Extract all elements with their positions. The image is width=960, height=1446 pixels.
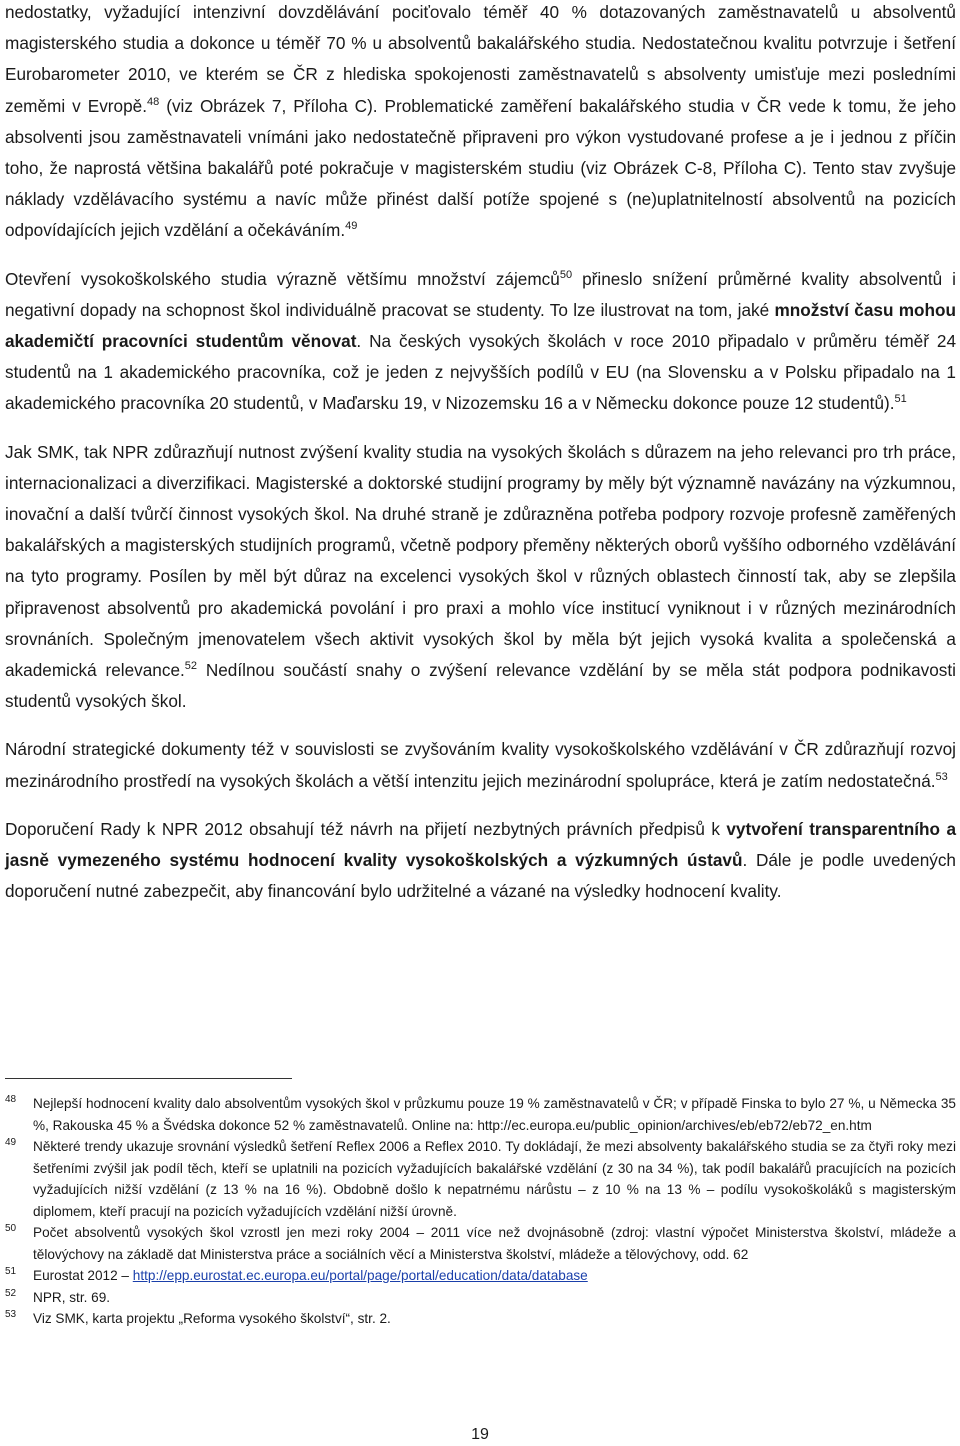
eurostat-link[interactable]: http://epp.eurostat.ec.europa.eu/portal/page/portal/education/data/database — [132, 1268, 588, 1283]
footnote-ref-53[interactable]: 53 — [935, 770, 948, 783]
footnote-50 — [5, 1222, 956, 1265]
paragraph-3 — [5, 437, 956, 718]
footnote-prefix: Eurostat 2012 – — [33, 1268, 133, 1283]
footnote-text: Viz SMK, karta projektu „Reforma vysokého školství“, str. 2. — [33, 1311, 391, 1326]
footnote-number: 48 — [5, 1094, 17, 1105]
bold-emphasis: množství času mohou akademičtí pracovníci studentům věnovat — [5, 299, 957, 352]
footnote-text — [33, 1265, 956, 1287]
footnote-number: 49 — [5, 1137, 17, 1148]
paragraph-text: . Na českých vysokých školách v roce 2010 připadalo v průměru téměř 24 studentů na 1 akademického pracovníka, což je jeden z nejvyšších podílů v EU (na Slovensku a v Polsku připadalo na 1 akademického pracovníka 20 studentů, v Maďarsku 19, v Nizozemsku 16 a v Německu dokonce pouze 12 studentů). — [5, 331, 957, 414]
footnote-ref-51[interactable]: 51 — [894, 393, 907, 406]
paragraph-1 — [5, 0, 956, 247]
paragraph-text: Jak SMK, tak NPR zdůrazňují nutnost zvýšení kvality studia na vysokých školách s důrazem na jeho relevanci pro trh práce, internacionalizaci a diverzifikaci. Magisterské a doktorské studijní programy by měly být významně navázány na výzkumnou, inovační a další tvůrčí činnost vysokých škol. Na druhé straně je zdůrazněna potřeba podpory rozvoje profesně zaměřených bakalářských a magisterských studijních programů, včetně podpory přeměny některých oborů vyššího odborného vzdělávání na tyto programy. Posílen by měl být důraz na excelenci vysokých škol v různých oblastech činností tak, aby se zlepšila připravenost absolventů pro akademická povolání i pro praxi a mohlo více institucí vyniknout i v různých mezinárodních srovnáních. Společným jmenovatelem všech aktivit vysokých škol by měla být jejich vysoká kvalita a společenská a akademická relevance. — [5, 441, 956, 681]
footnote-number: 51 — [5, 1266, 17, 1277]
paragraph-text: nedostatky, vyžadující intenzivní dovzdělávání pociťovalo téměř 40 % dotazovaných zaměstnavatelů u absolventů magisterského studia a dokonce u téměř 70 % u absolventů bakalářského studia. Nedostatečnou kvalitu potvrzuje i šetření Eurobarometer 2010, ve kterém se ČR z hlediska spokojenosti zaměstnavatelů s absolventy umisťuje mezi posledními zeměmi v Evropě. — [5, 2, 956, 116]
footnote-text: NPR, str. 69. — [33, 1289, 111, 1305]
footnote-49 — [5, 1136, 956, 1222]
paragraph-text: Doporučení Rady k NPR 2012 obsahují též návrh na přijetí nezbytných právních předpisů k — [5, 818, 727, 839]
paragraph-2 — [5, 264, 956, 420]
paragraph-4 — [5, 734, 956, 796]
bold-emphasis: vytvoření transparentního a jasně vymezeného systému hodnocení kvality vysokoškolských a výzkumných ústavů — [5, 818, 956, 871]
footnote-text: Nejlepší hodnocení kvality dalo absolventům vysokých škol v průzkumu pouze 19 % zaměstnavatelů v ČR; v případě Finska to bylo 27 %, u Německa 35 %, Rakouska 45 % a Švédska dokonce 52 % zaměstnavatelů. Online na: http://ec.europa.eu/public_opinion/archives/eb/eb72/eb72_en.htm — [33, 1096, 956, 1133]
footnote-number: 50 — [5, 1223, 17, 1234]
footnote-52 — [5, 1287, 956, 1309]
paragraph-text: . Dále je podle uvedených doporučení nutné zabezpečit, aby financování bylo udržitelné a vázané na výsledky hodnocení kvality. — [5, 850, 956, 902]
paragraph-5 — [5, 814, 956, 908]
footnote-ref-49[interactable]: 49 — [345, 220, 358, 233]
paragraph-text: Nedílnou součástí snahy o zvýšení relevance vzdělání by se měla stát podpora podnikavosti studentů vysokých škol. — [5, 660, 956, 712]
paragraph-text: Národní strategické dokumenty též v souvislosti se zvyšováním kvality vysokoškolského vzdělávání v ČR zdůrazňují rozvoj mezinárodního prostředí na vysokých školách a větší intenzitu jejich mezinárodní spolupráce, která je zatím nedostatečná. — [5, 739, 956, 791]
page-number: 19 — [471, 1426, 489, 1443]
footnote-ref-52[interactable]: 52 — [184, 660, 198, 673]
footnote-ref-50[interactable]: 50 — [559, 268, 573, 281]
footnotes — [5, 1093, 956, 1330]
footnote-51 — [5, 1265, 956, 1287]
paragraph-text: (viz Obrázek 7, Příloha C). Problematické zaměření bakalářského studia v ČR vede k tomu, že jeho absolventi jsou zaměstnavateli vnímáni jako nedostatečně připraveni pro výkon vystudované profese a je i jednou z příčin toho, že naprostá většina bakalářů poté pokračuje v magisterském studiu (viz Obrázek C-8, Příloha C). Tento stav zvyšuje náklady vzdělávacího systému a navíc může přinést další potíže spojené s (ne)uplatnitelností absolventů na pozicích odpovídajících jejich vzdělání a očekáváním. — [5, 95, 957, 241]
footnote-ref-48[interactable]: 48 — [146, 95, 160, 108]
footnote-text: Počet absolventů vysokých škol vzrostl jen mezi roky 2004 – 2011 více než dvojnásobně (zdroj: vlastní výpočet Ministerstva školství, mládeže a tělovýchovy na základě dat Ministerstva práce a sociálních věcí a Ministerstva školství, mládeže a tělovýchovy, odd. 62 — [33, 1225, 956, 1262]
body-text — [5, 0, 956, 907]
footnote-48 — [5, 1093, 956, 1136]
footnote-text: Některé trendy ukazuje srovnání výsledků šetření Reflex 2006 a Reflex 2010. Ty dokládají, že mezi absolventy bakalářského studia se za čtyři roky mezi šetřeními zvýšil jak podíl těch, kteří se uplatnili na pozicích vyžadujících bakalářské vzdělání (z 30 na 34 %), tak podíl bakalářů pracujících na pozicích vyžadujících nižší vzdělání (z 13 % na 16 %). Obdobně došlo k nepatrnému nárůstu – z 10 % na 13 % – podílu vysokoškoláků s magisterským diplomem, kteří pracují na pozicích vyžadujících vzdělání nižší úrovně. — [33, 1139, 956, 1219]
paragraph-text: Otevření vysokoškolského studia výrazně většímu množství zájemců — [5, 268, 560, 289]
footnote-number: 52 — [5, 1287, 17, 1299]
footnote-53 — [5, 1308, 956, 1330]
footnote-separator — [5, 1078, 292, 1079]
paragraph-text: přineslo snížení průměrné kvality absolventů i negativní dopady na schopnost škol individuálně pracovat se studenty. To lze ilustrovat na tom, jaké — [5, 268, 956, 320]
footnote-number: 53 — [5, 1309, 17, 1320]
